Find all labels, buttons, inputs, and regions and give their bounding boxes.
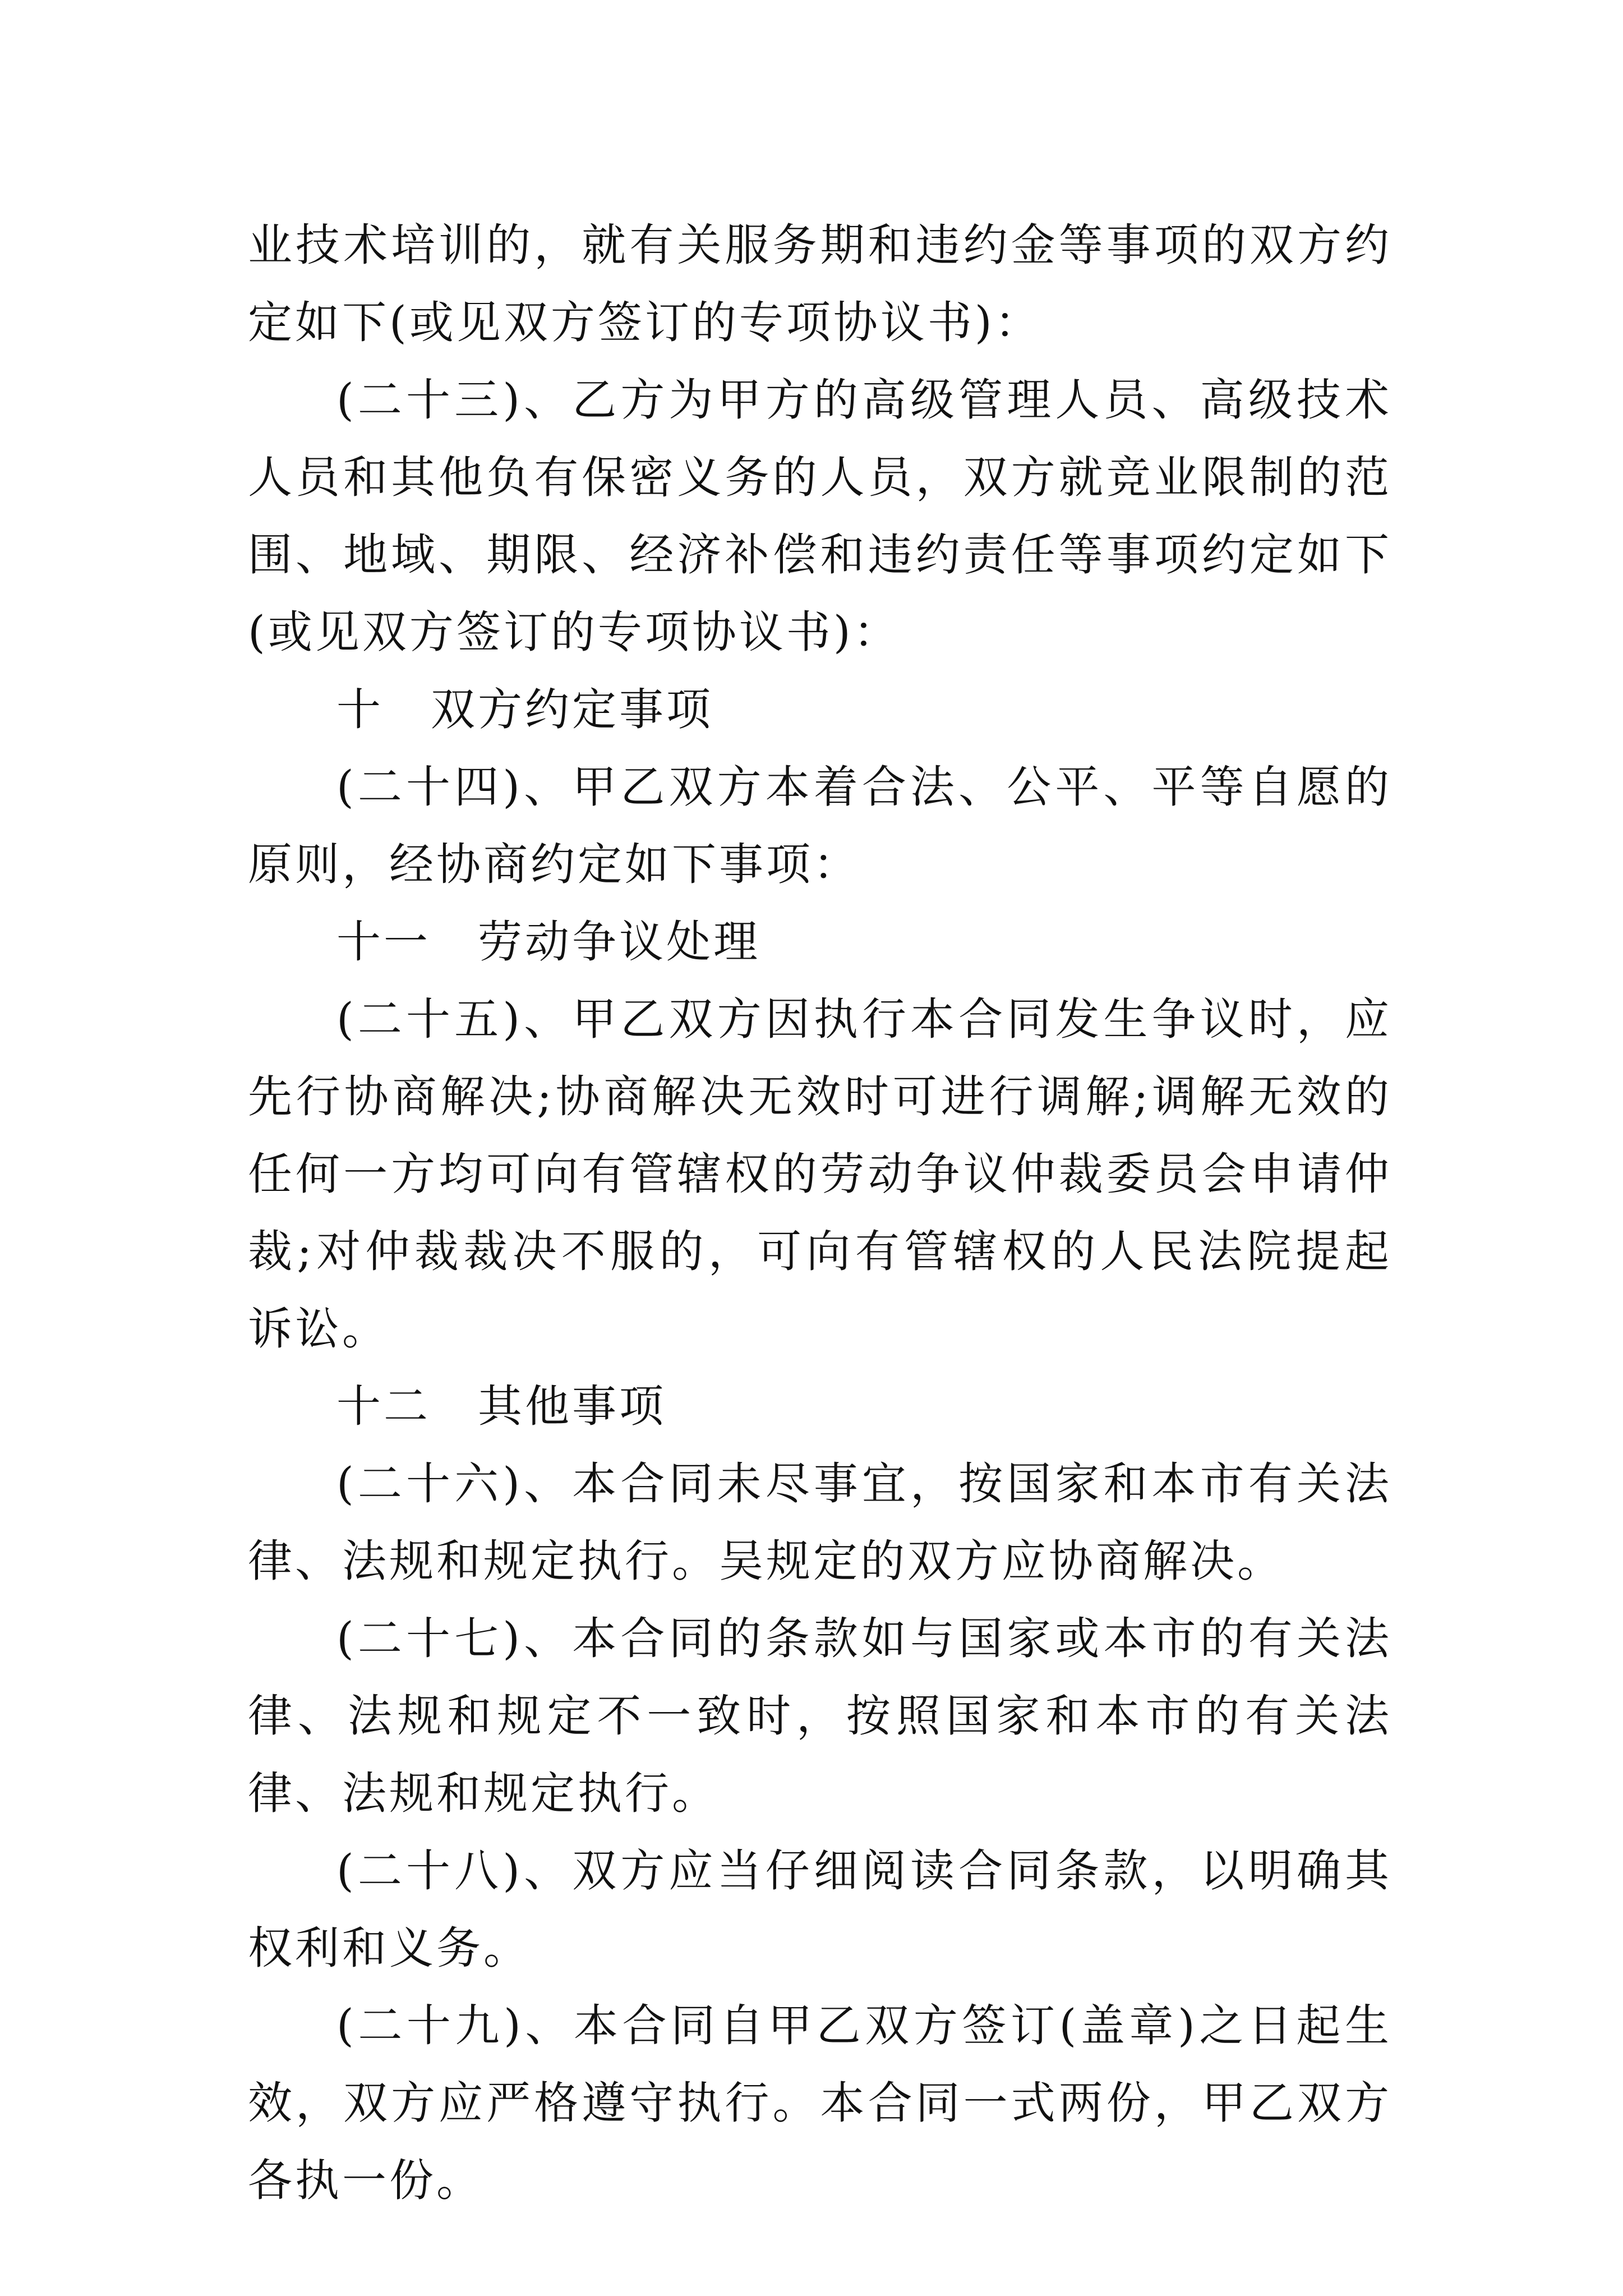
document-body: [248, 206, 1392, 2219]
section-heading-10: 十 双方约定事项: [336, 684, 713, 735]
paragraph-training-terms: 业技术培训的，就有关服务期和违约金等事项的双方约定如下(或见双方签订的专项协议书)：: [248, 219, 1392, 348]
paragraph-clause-26: (二十六)、本合同未尽事宜，按国家和本市有关法律、法规和规定执行。吴规定的双方应协商解决。: [248, 1458, 1392, 1587]
section-heading-12: 十二 其他事项: [336, 1381, 666, 1432]
paragraph-clause-24: (二十四)、甲乙双方本着合法、公平、平等自愿的原则，经协商约定如下事项：: [248, 761, 1392, 890]
paragraph-clause-28: (二十八)、双方应当仔细阅读合同条款，以明确其权利和义务。: [248, 1845, 1392, 1974]
paragraph-clause-29: (二十九)、本合同自甲乙双方签订(盖章)之日起生效，双方应严格遵守执行。本合同一式两份，甲乙双方各执一份。: [248, 2000, 1392, 2206]
paragraph-clause-25: (二十五)、甲乙双方因执行本合同发生争议时，应先行协商解决;协商解决无效时可进行调解;调解无效的任何一方均可向有管辖权的劳动争议仲裁委员会申请仲裁;对仲裁裁决不服的，可向有管辖权的人民法院提起诉讼。: [248, 993, 1392, 1355]
paragraph-clause-23: (二十三)、乙方为甲方的高级管理人员、高级技术人员和其他负有保密义务的人员，双方就竞业限制的范围、地域、期限、经济补偿和违约责任等事项约定如下(或见双方签订的专项协议书)：: [248, 374, 1392, 658]
paragraph-clause-27: (二十七)、本合同的条款如与国家或本市的有关法律、法规和规定不一致时，按照国家和本市的有关法律、法规和规定执行。: [248, 1613, 1392, 1819]
section-heading-11: 十一 劳动争议处理: [336, 916, 760, 968]
